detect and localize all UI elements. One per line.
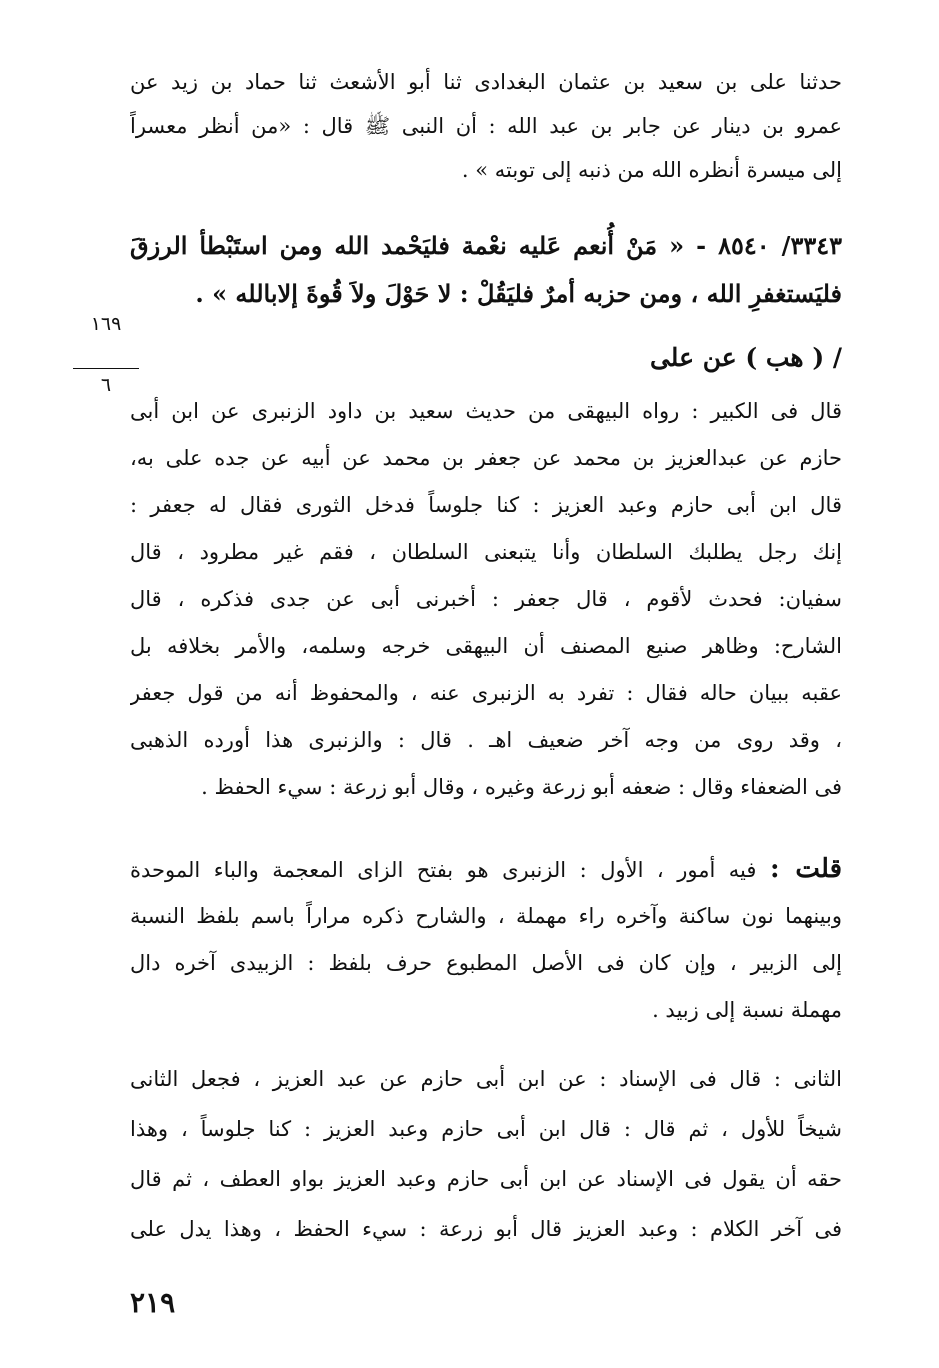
text-line: إلى ميسرة أنظره الله من ذنبه إلى توبته » . <box>461 158 842 182</box>
page-number: ٢١٩ <box>130 1286 176 1319</box>
text-line: قال ابن أبى حازم وعبد العزيز : كنا جلوساً فدخل الثورى فقال له جعفر : <box>130 493 842 517</box>
text-line: عقبه ببيان حاله فقال : تفرد به الزنبرى عنه ، والمحفوظ أنه من قول جعفر <box>130 681 842 705</box>
qultu-paragraph <box>130 846 842 1034</box>
text-line: إلى الزبير ، وإن كان فى الأصل المطبوع حرف بلفظ : الزبيدى آخره دال <box>130 951 842 975</box>
text-line: حدثنا على بن سعيد بن عثمان البغدادى ثنا أبو الأشعث ثنا حماد بن زيد عن <box>130 70 842 94</box>
text-line: الشارح: وظاهر صنيع المصنف أن البيهقى خرجه وسلمه، والأمر بخلافه بل <box>130 634 842 658</box>
text-line: فى آخر الكلام : وعبد العزيز قال أبو زرعة : سيء الحفظ ، وهذا يدل على <box>130 1217 842 1241</box>
hadith-line: ٣٣٤٣/ ٨٥٤٠ - « مَنْ أُنعم عَليه نعْمة فليَحْمد الله ومن استَبْطأ الرزقَ <box>130 231 842 260</box>
margin-page-number: ٦ <box>100 374 112 396</box>
text-line: عمرو بن دينار عن جابر بن عبد الله : أن النبى ﷺ قال : «من أنظر معسراً <box>130 114 842 138</box>
text-line: وبينهما نون ساكنة وآخره راء مهملة ، والشارح ذكره مراراً باسم بلفظ النسبة <box>130 904 842 928</box>
hadith-text <box>130 222 842 318</box>
text-line: قال فى الكبير : رواه البيهقى من حديث سعيد بن داود الزنبرى عن ابن أبى <box>130 399 842 423</box>
text-line: سفيان: فحدث لأقوم ، قال جعفر : أخبرنى أبى عن جدى فذكره ، قال <box>130 587 842 611</box>
text-line: مهملة نسبة إلى زبيد . <box>652 998 842 1022</box>
text-line: ، وقد روى من وجه آخر ضعيف اهـ . قال : والزنبرى هذا أورده الذهبى <box>130 728 842 752</box>
hadith-line: فليَستغفرِ الله ، ومن حزبه أمرٌ فليَقُلْ : لا حَوْلَ ولاَ قُوةَ إلابالله » . <box>195 279 842 308</box>
margin-volume-number: ١٦٩ <box>90 313 122 335</box>
text-line: الثانى : قال فى الإسناد : عن ابن أبى حازم عن عبد العزيز ، فجعل الثانى <box>130 1067 842 1091</box>
second-point-paragraph <box>130 1054 842 1254</box>
text-line <box>130 846 842 893</box>
text-line: حازم عن عبدالعزيز بن محمد عن جعفر بن محمد عن أبيه عن جده على به، <box>130 446 842 470</box>
qultu-label: قلت : <box>769 854 842 884</box>
text-line-rest: فيه أمور ، الأول : الزنبرى هو بفتح الزاى المعجمة والباء الموحدة <box>130 858 770 882</box>
text-line: شيخاً للأول ، ثم قال : قال ابن أبى حازم وعبد العزيز : كنا جلوساً ، وهذا <box>130 1117 842 1141</box>
hadith-source-reference: / ( هب ) عن على <box>649 343 842 372</box>
isnad-paragraph <box>130 60 842 192</box>
text-line: حقه أن يقول فى الإسناد عن ابن أبى حازم وعبد العزيز بواو العطف ، ثم قال <box>130 1167 842 1191</box>
text-line: فى الضعفاء وقال : ضعفه أبو زرعة وغيره ، وقال أبو زرعة : سيء الحفظ . <box>201 775 842 799</box>
commentary-paragraph <box>130 388 842 811</box>
text-line: إنك رجل يطلبك السلطان وأنا يتبعنى السلطان ، فقم غير مطرود ، قال <box>130 540 842 564</box>
